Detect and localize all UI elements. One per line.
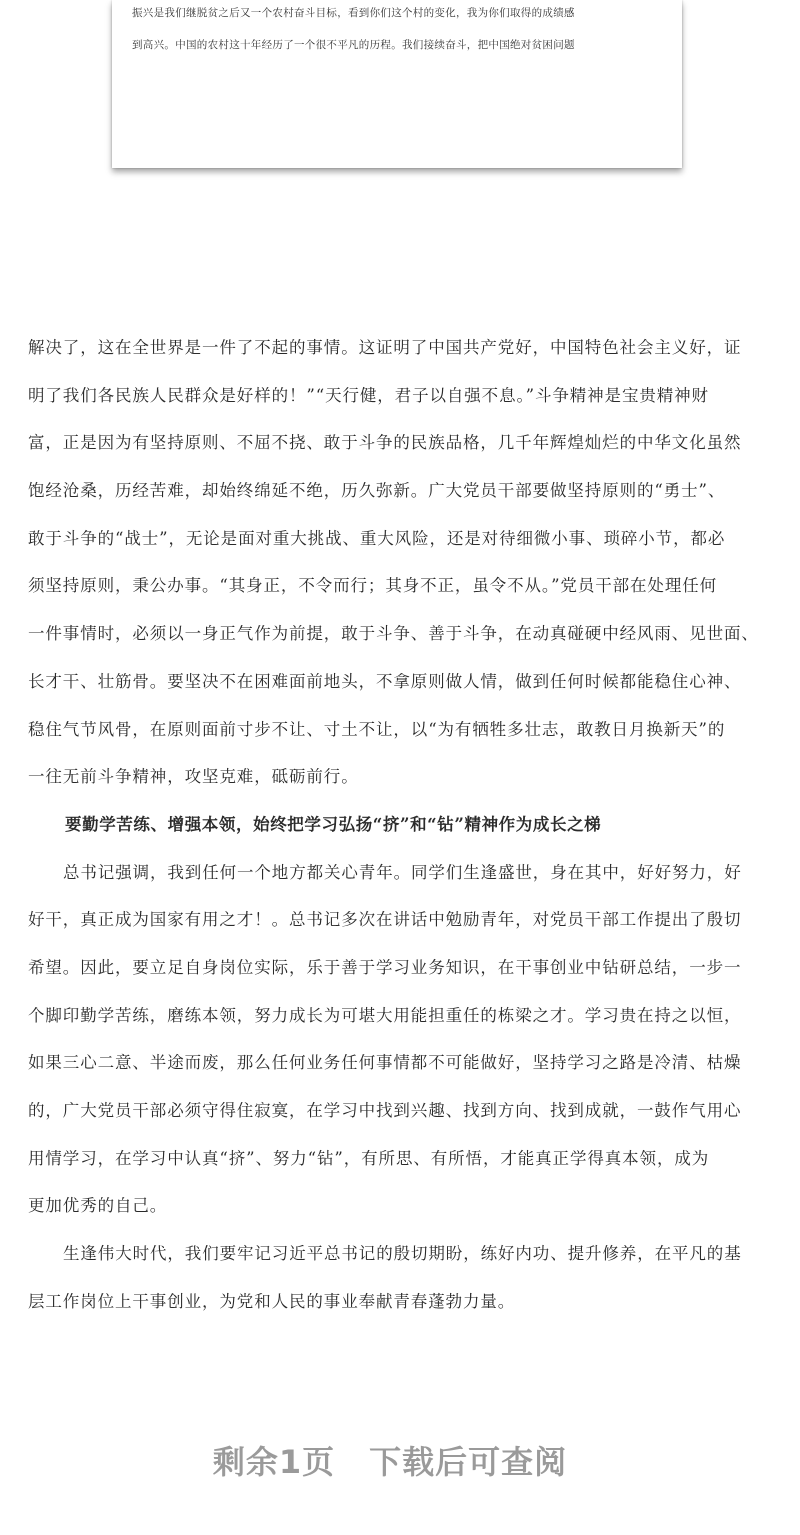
remaining-pages-banner[interactable] xyxy=(0,1437,780,1483)
paragraph-line: 须坚持原则，秉公办事。“其身正，不令而行；其身不正，虽令不从。”党员干部在处理任何 xyxy=(28,576,718,596)
paragraph-line: 总书记强调，我到任何一个地方都关心青年。同学们生逢盛世，身在其中，好好努力，好 xyxy=(63,862,742,882)
remaining-pages-label: 剩余1页 xyxy=(212,1443,336,1481)
paragraph-line: 生逢伟大时代，我们要牢记习近平总书记的殷切期盼，练好内功、提升修养，在平凡的基 xyxy=(63,1244,742,1264)
download-hint-label: 下载后可查阅 xyxy=(369,1443,568,1481)
paragraph-line: 如果三心二意、半途而废，那么任何业务任何事情都不可能做好，坚持学习之路是冷清、枯燥 xyxy=(28,1053,742,1073)
paragraph-line: 解决了，这在全世界是一件了不起的事情。这证明了中国共产党好，中国特色社会主义好，证 xyxy=(28,338,742,357)
paragraph-line: 更加优秀的自己。 xyxy=(28,1196,168,1216)
paragraph-line: 稳住气节风骨，在原则面前寸步不让、寸土不让，以“为有牺牲多壮志，敢教日月换新天”的 xyxy=(28,719,726,739)
paragraph-line: 敢于斗争的“战士”，无论是面对重大挑战、重大风险，还是对待细微小事、琐碎小节，都必 xyxy=(28,528,726,548)
paragraph-line: 明了我们各民族人民群众是好样的！”“天行健，君子以自强不息。”斗争精神是宝贵精神财 xyxy=(28,385,709,405)
paragraph-line: 富，正是因为有坚持原则、不屈不挠、敢于斗争的民族品格，几千年辉煌灿烂的中华文化虽然 xyxy=(28,433,742,453)
paragraph-line: 个脚印勤学苦练，磨练本领，努力成长为可堪大用能担重任的栋梁之才。学习贵在持之以恒， xyxy=(28,1005,742,1025)
paragraph-line: 的，广大党员干部必须守得住寂寞，在学习中找到兴趣、找到方向、找到成就，一鼓作气用心 xyxy=(28,1101,742,1120)
preview-text-line: 到高兴。中国的农村这十年经历了一个很不平凡的历程。我们接续奋斗，把中国绝对贫困问题 xyxy=(132,39,575,51)
paragraph-line: 用情学习，在学习中认真“挤”、努力“钻”，有所思、有所悟，才能真正学得真本领，成为 xyxy=(28,1148,710,1168)
paragraph-line: 好干，真正成为国家有用之才！。总书记多次在讲话中勉励青年，对党员干部工作提出了殷切 xyxy=(28,910,742,930)
paragraph-line: 希望。因此，要立足自身岗位实际，乐于善于学习业务知识，在干事创业中钻研总结，一步一 xyxy=(28,957,742,977)
paragraph-line: 一件事情时，必须以一身正气作为前提，敢于斗争、善于斗争，在动真碰硬中经风雨、见世面、 xyxy=(28,624,759,644)
section-heading: 要勤学苦练、增强本领，始终把学习弘扬“挤”和“钻”精神作为成长之梯 xyxy=(65,814,602,834)
paragraph-line: 饱经沧桑，历经苦难，却始终绵延不绝，历久弥新。广大党员干部要做坚持原则的“勇士”、 xyxy=(28,481,726,501)
paragraph-line: 长才干、壮筋骨。要坚决不在困难面前地头，不拿原则做人情，做到任何时候都能稳住心神、 xyxy=(28,671,742,691)
paragraph-line: 一往无前斗争精神，攻坚克难，砥砺前行。 xyxy=(28,767,359,787)
preview-text-line: 振兴是我们继脱贫之后又一个农村奋斗目标，看到你们这个村的变化，我为你们取得的成绩感 xyxy=(132,7,575,19)
paragraph-line: 层工作岗位上干事创业，为党和人民的事业奉献青春蓬勃力量。 xyxy=(28,1291,516,1311)
preview-page-card xyxy=(112,0,682,168)
article-body xyxy=(28,338,775,1349)
